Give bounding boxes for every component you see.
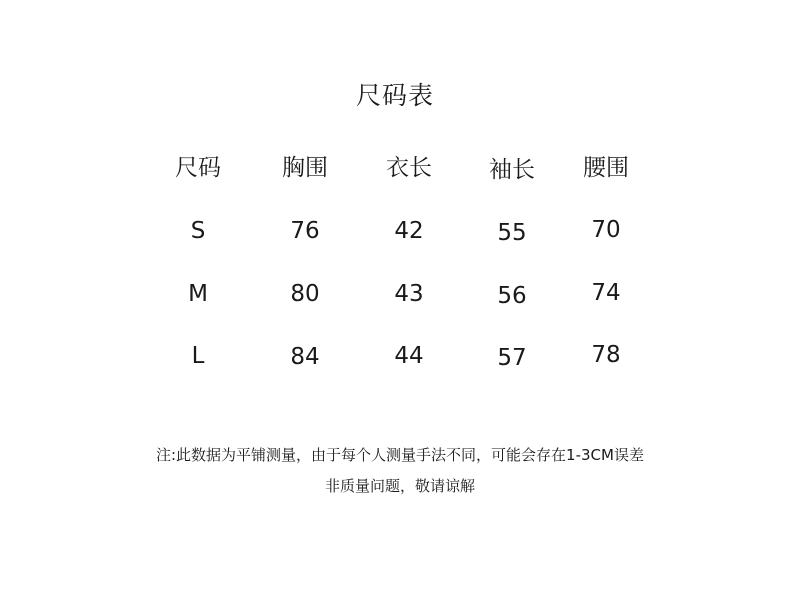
row-l-sleeve: 57 [497,345,527,371]
row-l-length: 44 [394,343,424,369]
row-s-length: 42 [394,218,424,244]
row-m-size: M [188,281,208,307]
header-length: 衣长 [386,155,432,181]
row-s-bust: 76 [290,218,320,244]
row-m-sleeve: 56 [497,283,527,309]
row-l-bust: 84 [290,344,320,370]
measurement-disclaimer: 非质量问题，敬请谅解 [324,477,475,495]
row-s-size: S [190,218,206,244]
page-title: 尺码表 [355,81,434,110]
measurement-note: 注:此数据为平铺测量，由于每个人测量手法不同，可能会存在1-3CM误差 [156,446,644,464]
row-s-waist: 70 [591,217,621,243]
row-m-bust: 80 [290,281,320,307]
header-bust: 胸围 [282,155,328,181]
row-m-length: 43 [394,281,424,307]
row-l-waist: 78 [591,342,621,368]
header-waist: 腰围 [583,155,629,181]
row-m-waist: 74 [591,280,621,306]
row-s-sleeve: 55 [497,220,527,246]
row-l-size: L [191,343,205,369]
header-size: 尺码 [175,155,221,181]
header-sleeve: 袖长 [489,157,535,183]
